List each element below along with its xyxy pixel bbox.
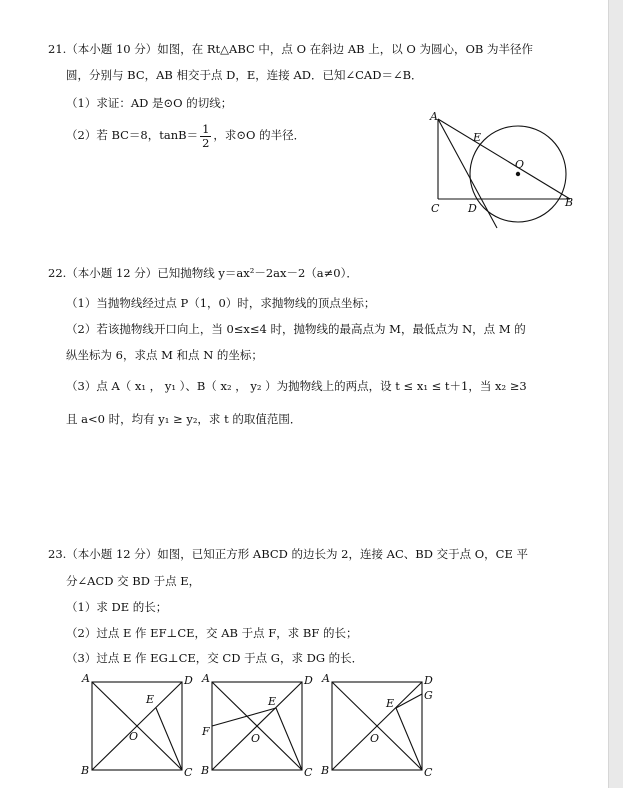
q23-fig3-label-C: C bbox=[424, 766, 433, 779]
q22-stem: 22.（本小题 12 分）已知抛物线 y＝ax²－2ax－2（a≠0）． bbox=[48, 266, 358, 280]
q22-part3-line1: （3）点 A（ x₁ ， y₁ ）、B（ x₂ ， y₂ ）为抛物线上的两点，设 t ≤ x₁ ≤ t＋1，当 x₂ ≥3 bbox=[66, 379, 527, 393]
q23-fig2-label-F: F bbox=[202, 725, 210, 738]
q23-part3: （3）过点 E 作 EG⊥CE，交 CD 于点 G，求 DG 的长． bbox=[66, 651, 364, 665]
q23-fig1-label-D: D bbox=[184, 674, 193, 687]
q21-part2-prefix: （2）若 BC＝8，tanB＝ bbox=[66, 128, 199, 142]
q22-part2-line1: （2）若该抛物线开口向上，当 0≤x≤4 时，抛物线的最高点为 M，最低点为 N，点 M 的 bbox=[66, 322, 526, 336]
q21-stem-line1: 21.（本小题 10 分）如图，在 Rt△ABC 中，点 O 在斜边 AB 上，以 O 为圆心，OB 为半径作 bbox=[48, 42, 534, 56]
q23-fig2-label-A: A bbox=[202, 672, 210, 685]
q23-fig2-label-B: B bbox=[201, 764, 210, 777]
q21-part1: （1）求证：AD 是⊙O 的切线； bbox=[66, 96, 233, 110]
q21-part2-suffix: ，求⊙O 的半径． bbox=[213, 128, 306, 142]
q23-figure-1 bbox=[78, 672, 200, 782]
q23-fig2-label-D: D bbox=[304, 674, 313, 687]
q23-fig1-label-E: E bbox=[146, 693, 155, 706]
q23-fig3-label-D: D bbox=[424, 674, 433, 687]
q21-fraction-denominator: 2 bbox=[202, 135, 210, 150]
q23-fig1-label-C: C bbox=[184, 766, 193, 779]
q22-part1: （1）当抛物线经过点 P（1，0）时，求抛物线的顶点坐标； bbox=[66, 296, 376, 310]
q23-figure-3 bbox=[318, 672, 440, 782]
q21-label-E: E bbox=[473, 131, 482, 144]
q23-fig3-label-A: A bbox=[322, 672, 330, 685]
q22-part2-line2: 纵坐标为 6，求点 M 和点 N 的坐标； bbox=[66, 348, 263, 362]
q21-label-C: C bbox=[431, 202, 440, 215]
q21-stem-line2: 圆，分别与 BC，AB 相交于点 D，E，连接 AD．已知∠CAD＝∠B． bbox=[66, 68, 423, 82]
q23-fig2-label-C: C bbox=[304, 766, 313, 779]
q21-figure bbox=[420, 108, 585, 233]
scrollbar-track[interactable] bbox=[608, 0, 623, 788]
q23-fig1-label-O: O bbox=[129, 730, 139, 743]
q21-fraction-numerator: 1 bbox=[202, 121, 210, 136]
q23-stem-line2: 分∠ACD 交 BD 于点 E， bbox=[66, 574, 201, 588]
q23-fig2-label-O: O bbox=[251, 732, 261, 745]
q22-part3-line2: 且 a<0 时，均有 y₁ ≥ y₂，求 t 的取值范围． bbox=[66, 412, 302, 426]
q23-part2: （2）过点 E 作 EF⊥CE，交 AB 于点 F，求 BF 的长； bbox=[66, 626, 358, 640]
q23-fig3-label-E: E bbox=[386, 697, 395, 710]
q21-label-A: A bbox=[430, 110, 438, 123]
q21-label-B: B bbox=[565, 196, 574, 209]
q23-fig1-label-B: B bbox=[81, 764, 90, 777]
q23-stem-line1: 23.（本小题 12 分）如图，已知正方形 ABCD 的边长为 2，连接 AC、BD 交于点 O，CE 平 bbox=[48, 547, 529, 561]
q23-fig3-label-B: B bbox=[321, 764, 330, 777]
q23-fig2-label-E: E bbox=[268, 695, 277, 708]
q23-figure-2 bbox=[198, 672, 320, 782]
q21-part2 bbox=[66, 118, 305, 152]
q21-fraction bbox=[200, 123, 211, 150]
q21-label-D: D bbox=[468, 202, 477, 215]
q23-fig3-label-G: G bbox=[424, 689, 433, 702]
q21-label-O: O bbox=[515, 158, 525, 171]
q23-part1: （1）求 DE 的长； bbox=[66, 600, 168, 614]
q23-fig1-label-A: A bbox=[82, 672, 90, 685]
q23-fig3-label-O: O bbox=[370, 732, 380, 745]
